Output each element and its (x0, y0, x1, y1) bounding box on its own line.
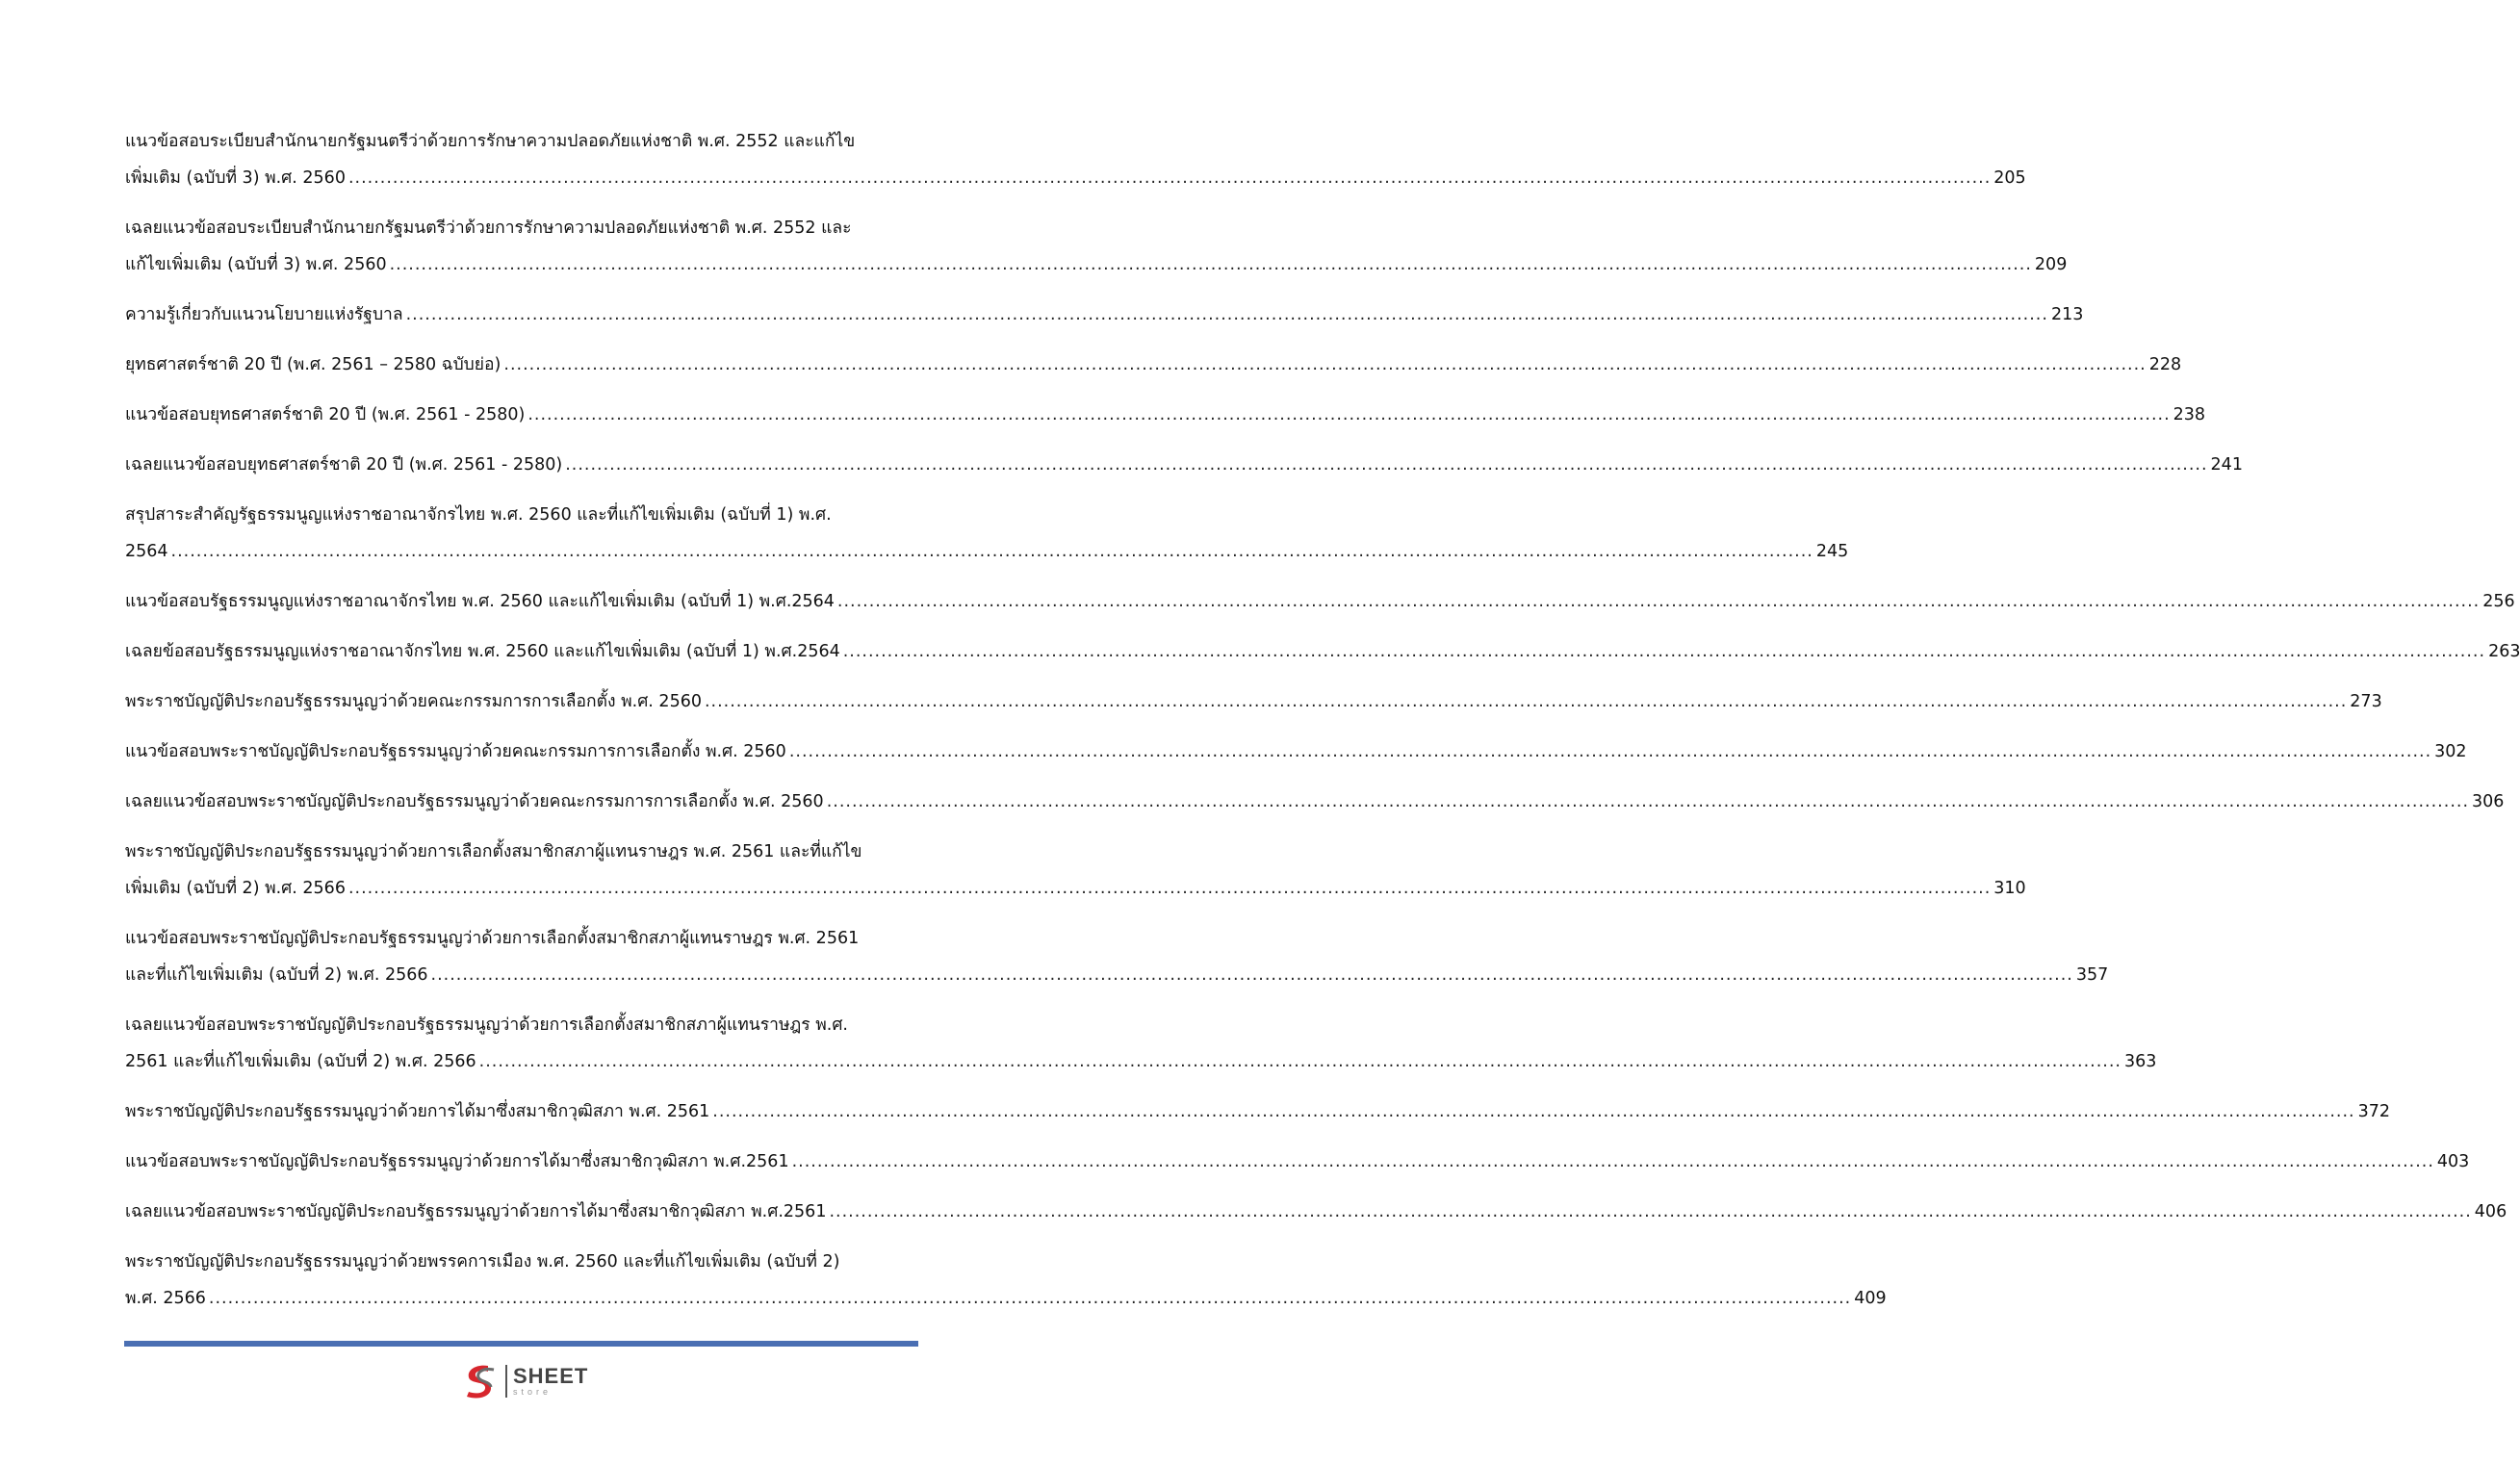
toc-page-number: 238 (2173, 405, 2206, 424)
toc-entry-title-line: แนวข้อสอบระเบียบสำนักนายกรัฐมนตรีว่าด้วยการรักษาความปลอดภัยแห่งชาติ พ.ศ. 2552 และแก้ไข (125, 132, 856, 151)
toc-entry[interactable] (125, 497, 1849, 570)
toc-entry-last-line (125, 397, 2206, 433)
toc-page-number: 205 (1993, 168, 2026, 188)
dot-leader (705, 683, 2347, 720)
toc-entry-title: แนวข้อสอบรัฐธรรมนูญแห่งราชอาณาจักรไทย พ.ศ. 2560 และแก้ไขเพิ่มเติม (ฉบับที่ 1) พ.ศ.2564 (125, 592, 835, 611)
toc-entry-title: พ.ศ. 2566 (125, 1289, 206, 1308)
dot-leader (792, 1143, 2434, 1180)
toc-entry[interactable] (125, 447, 2243, 483)
toc-page-number: 273 (2350, 692, 2382, 711)
dot-leader (479, 1043, 2121, 1080)
toc-page-number: 310 (1993, 879, 2026, 898)
toc-entry-last-line (125, 683, 2382, 720)
toc-entry[interactable] (125, 633, 2520, 670)
logo-subtext: store (513, 1387, 553, 1397)
toc-entry-title: เฉลยแนวข้อสอบพระราชบัญญัติประกอบรัฐธรรมนูญว่าด้วยคณะกรรมการการเลือกตั้ง พ.ศ. 2560 (125, 792, 824, 811)
toc-page-number: 228 (2148, 355, 2182, 374)
toc-entry-last-line (125, 1143, 2470, 1180)
toc-entry[interactable] (125, 123, 2026, 196)
toc-entry[interactable] (125, 834, 2026, 907)
toc-page-number: 403 (2436, 1152, 2470, 1171)
toc-entry-last-line (125, 1194, 2507, 1230)
toc-entry-title: แนวข้อสอบพระราชบัญญัติประกอบรัฐธรรมนูญว่าด้วยคณะกรรมการการเลือกตั้ง พ.ศ. 2560 (125, 742, 786, 761)
toc-entry[interactable] (125, 783, 2505, 820)
dot-leader (827, 783, 2469, 820)
toc-page-number: 302 (2434, 742, 2467, 761)
toc-entry[interactable] (125, 1244, 1887, 1317)
dot-leader (789, 733, 2431, 770)
toc-entry[interactable] (125, 920, 2109, 993)
footer-rule (124, 1341, 918, 1347)
toc-entry[interactable] (125, 1143, 2470, 1180)
toc-page-number: 363 (2123, 1052, 2157, 1071)
toc-entry-title: ความรู้เกี่ยวกับแนวนโยบายแห่งรัฐบาล (125, 305, 403, 324)
logo-divider (505, 1365, 507, 1398)
toc-entry-title-line: เฉลยแนวข้อสอบระเบียบสำนักนายกรัฐมนตรีว่าด้วยการรักษาความปลอดภัยแห่งชาติ พ.ศ. 2552 และ (125, 218, 852, 238)
toc-entry[interactable] (125, 1194, 2507, 1230)
toc-entry-last-line (125, 1093, 2391, 1130)
dot-leader (843, 633, 2485, 670)
toc-entry-title-line: พระราชบัญญัติประกอบรัฐธรรมนูญว่าด้วยพรรคการเมือง พ.ศ. 2560 และที่แก้ไขเพิ่มเติม (ฉบับที่ 2) (125, 1252, 840, 1271)
toc-entry-title: 2564 (125, 542, 168, 561)
dot-leader (431, 957, 2073, 993)
dot-leader (209, 1280, 1851, 1317)
toc-page-number: 245 (1815, 542, 1849, 561)
toc-entry-last-line (125, 1280, 1887, 1317)
dot-leader (712, 1093, 2354, 1130)
toc-entry-last-line (125, 296, 2084, 333)
toc-entry-title: เฉลยแนวข้อสอบพระราชบัญญัติประกอบรัฐธรรมนูญว่าด้วยการได้มาซึ่งสมาชิกวุฒิสภา พ.ศ.2561 (125, 1202, 827, 1221)
toc-entry[interactable] (125, 583, 2515, 620)
toc-entry-last-line (125, 347, 2182, 383)
toc-entry-title-line: พระราชบัญญัติประกอบรัฐธรรมนูญว่าด้วยการเลือกตั้งสมาชิกสภาผู้แทนราษฎร พ.ศ. 2561 และที่แก้ไข (125, 842, 862, 861)
toc-entry-title-line: เฉลยแนวข้อสอบพระราชบัญญัติประกอบรัฐธรรมนูญว่าด้วยการเลือกตั้งสมาชิกสภาผู้แทนราษฎร พ.ศ. (125, 1015, 848, 1035)
toc-page-number: 372 (2357, 1102, 2391, 1121)
toc-entry-title: ยุทธศาสตร์ชาติ 20 ปี (พ.ศ. 2561 – 2580 ฉบับย่อ) (125, 355, 501, 374)
toc-entry-last-line (125, 633, 2520, 670)
dot-leader (390, 246, 2032, 283)
toc-entry-title: เฉลยแนวข้อสอบยุทธศาสตร์ชาติ 20 ปี (พ.ศ. 2561 - 2580) (125, 455, 563, 475)
toc-entry-title: เพิ่มเติม (ฉบับที่ 3) พ.ศ. 2560 (125, 168, 346, 188)
toc-page-number: 209 (2034, 255, 2068, 274)
toc-page-number: 406 (2474, 1202, 2507, 1221)
toc-entry-last-line (125, 583, 2515, 620)
dot-leader (565, 447, 2207, 483)
toc-entry[interactable] (125, 347, 2182, 383)
toc-entry[interactable] (125, 210, 2068, 283)
dot-leader (527, 397, 2170, 433)
toc-entry-last-line (125, 733, 2467, 770)
toc-page-number: 306 (2472, 792, 2505, 811)
dot-leader (829, 1194, 2471, 1230)
toc-entry-title: พระราชบัญญัติประกอบรัฐธรรมนูญว่าด้วยการได้มาซึ่งสมาชิกวุฒิสภา พ.ศ. 2561 (125, 1102, 710, 1121)
toc-entry-last-line (125, 783, 2505, 820)
dot-leader (837, 583, 2480, 620)
toc-entry-title: แนวข้อสอบยุทธศาสตร์ชาติ 20 ปี (พ.ศ. 2561 - 2580) (125, 405, 526, 424)
sheet-store-logo-icon (459, 1360, 501, 1402)
toc-page-number: 263 (2488, 642, 2520, 661)
toc-entry-last-line (125, 447, 2243, 483)
toc-page-number: 241 (2210, 455, 2243, 475)
logo-text: SHEET (513, 1364, 589, 1388)
toc-entry-title-line: สรุปสาระสำคัญรัฐธรรมนูญแห่งราชอาณาจักรไทย พ.ศ. 2560 และที่แก้ไขเพิ่มเติม (ฉบับที่ 1) พ.ศ. (125, 505, 832, 525)
toc-page-number: 357 (2075, 965, 2109, 985)
toc-entry-last-line (125, 533, 1849, 570)
toc-entry-last-line (125, 957, 2109, 993)
dot-leader (503, 347, 2146, 383)
toc-entry-title: แนวข้อสอบพระราชบัญญัติประกอบรัฐธรรมนูญว่าด้วยการได้มาซึ่งสมาชิกวุฒิสภา พ.ศ.2561 (125, 1152, 789, 1171)
toc-entry-title: 2561 และที่แก้ไขเพิ่มเติม (ฉบับที่ 2) พ.ศ. 2566 (125, 1052, 476, 1071)
dot-leader (348, 160, 1991, 196)
toc-entry-title-line: แนวข้อสอบพระราชบัญญัติประกอบรัฐธรรมนูญว่าด้วยการเลือกตั้งสมาชิกสภาผู้แทนราษฎร พ.ศ. 2561 (125, 929, 860, 948)
toc-entry[interactable] (125, 683, 2382, 720)
toc-entry[interactable] (125, 296, 2084, 333)
dot-leader (171, 533, 1813, 570)
toc-page-number: 213 (2050, 305, 2084, 324)
sheet-store-logo (459, 1359, 604, 1403)
dot-leader (348, 870, 1991, 907)
toc-entry-title: แก้ไขเพิ่มเติม (ฉบับที่ 3) พ.ศ. 2560 (125, 255, 387, 274)
table-of-contents (125, 123, 2520, 1330)
toc-entry-last-line (125, 1043, 2157, 1080)
toc-page-number: 256 (2482, 592, 2515, 611)
toc-entry-last-line (125, 160, 2026, 196)
toc-entry[interactable] (125, 1007, 2157, 1080)
toc-entry-last-line (125, 870, 2026, 907)
toc-entry[interactable] (125, 733, 2467, 770)
toc-entry-title: เพิ่มเติม (ฉบับที่ 2) พ.ศ. 2566 (125, 879, 346, 898)
toc-entry-title: เฉลยข้อสอบรัฐธรรมนูญแห่งราชอาณาจักรไทย พ.ศ. 2560 และแก้ไขเพิ่มเติม (ฉบับที่ 1) พ.ศ.2564 (125, 642, 840, 661)
toc-entry-title: พระราชบัญญัติประกอบรัฐธรรมนูญว่าด้วยคณะกรรมการการเลือกตั้ง พ.ศ. 2560 (125, 692, 702, 711)
toc-entry[interactable] (125, 397, 2206, 433)
toc-page-number: 409 (1854, 1289, 1887, 1308)
toc-entry-last-line (125, 246, 2068, 283)
toc-entry-title: และที่แก้ไขเพิ่มเติม (ฉบับที่ 2) พ.ศ. 2566 (125, 965, 428, 985)
toc-entry[interactable] (125, 1093, 2391, 1130)
dot-leader (406, 296, 2048, 333)
